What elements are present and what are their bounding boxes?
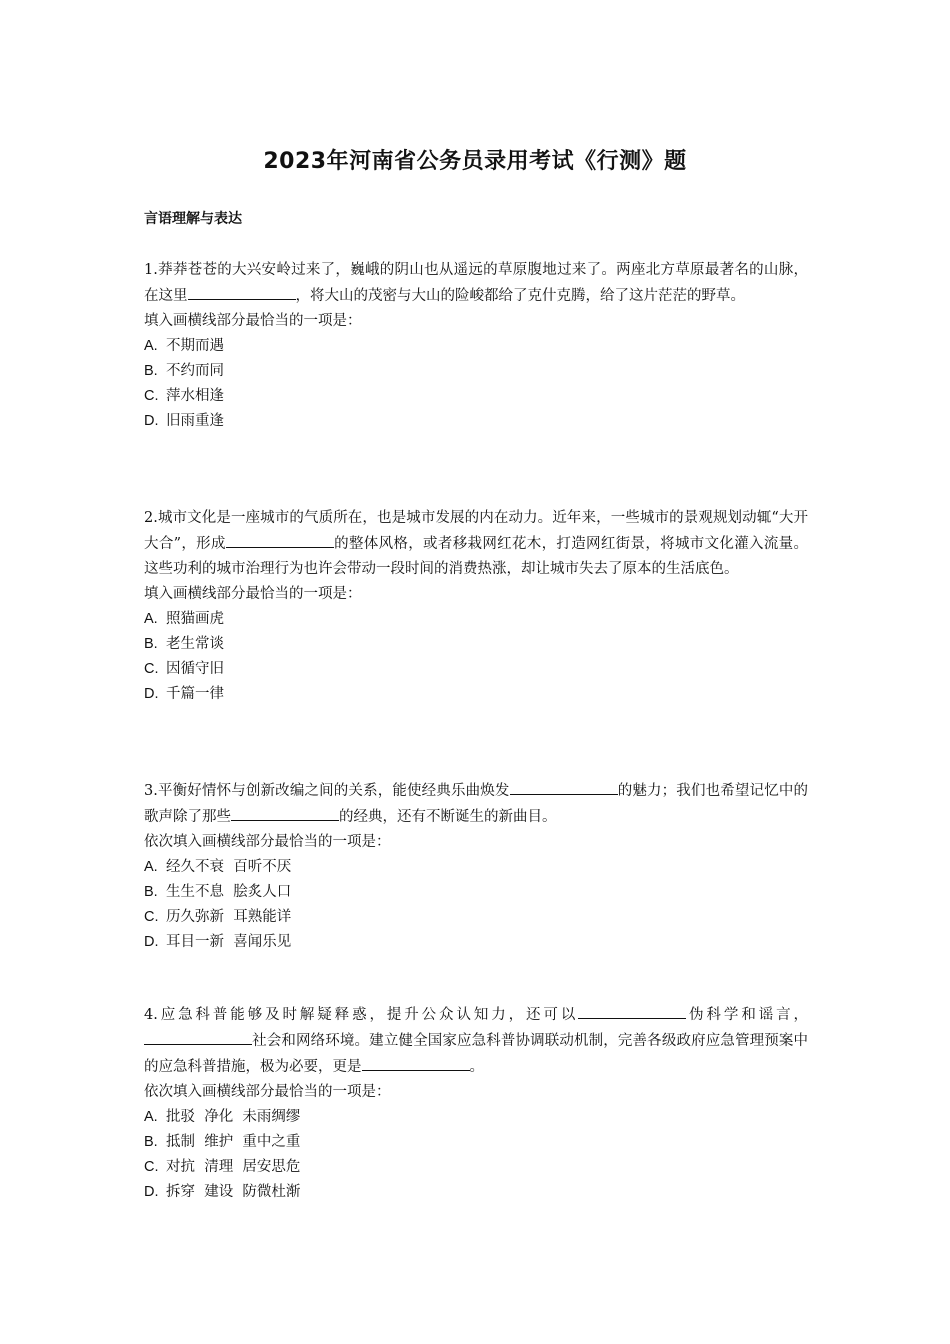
option-a: A. 照猫画虎 xyxy=(144,611,224,627)
question-stem: 2.城市文化是一座城市的气质所在，也是城市发展的内在动力。近年来，一些城市的景观规划动辄“大开大合”，形成 的整体风格，或者移栽网红花木，打造网红街景，将城市文化灌入流量。这些功利的城市治理行为也许会带动一段时间的消费热涨，却让城市失去了原本的生活底色。 xyxy=(144,510,808,577)
question-prompt: 依次填入画横线部分最恰当的一项是： xyxy=(144,834,391,850)
question-prompt: 填入画横线部分最恰当的一项是： xyxy=(144,313,362,329)
option-d: D. 耳目一新 喜闻乐见 xyxy=(144,934,292,950)
section-heading: 言语理解与表达 xyxy=(144,211,242,227)
answer-blank xyxy=(510,778,618,795)
answer-blank xyxy=(144,1028,252,1045)
page-title: 2023年河南省公务员录用考试《行测》题 xyxy=(263,149,687,174)
option-c: C. 萍水相逢 xyxy=(144,388,224,404)
question-stem: 3.平衡好情怀与创新改编之间的关系，能使经典乐曲焕发 的魅力；我们也希望记忆中的歌声除了那些 的经典，还有不断诞生的新曲目。 xyxy=(144,778,808,830)
option-a: A. 经久不衰 百听不厌 xyxy=(144,859,292,875)
option-b: B. 老生常谈 xyxy=(144,636,224,652)
option-c: C. 因循守旧 xyxy=(144,661,224,677)
option-d: D. 千篇一律 xyxy=(144,686,224,702)
option-b: B. 抵制 维护 重中之重 xyxy=(144,1134,301,1150)
question-prompt: 填入画横线部分最恰当的一项是： xyxy=(144,586,362,602)
question-4 xyxy=(144,1002,808,1205)
answer-blank xyxy=(578,1002,686,1019)
option-a: A. 不期而遇 xyxy=(144,338,224,354)
option-b: B. 不约而同 xyxy=(144,363,224,379)
answer-blank xyxy=(188,283,296,300)
answer-blank xyxy=(231,804,339,821)
question-prompt: 依次填入画横线部分最恰当的一项是： xyxy=(144,1084,391,1100)
question-1 xyxy=(144,258,808,434)
option-d: D. 旧雨重逢 xyxy=(144,413,224,429)
option-c: C. 对抗 清理 居安思危 xyxy=(144,1159,301,1175)
option-b: B. 生生不息 脍炙人口 xyxy=(144,884,292,900)
answer-blank xyxy=(226,531,334,548)
option-a: A. 批驳 净化 未雨绸缪 xyxy=(144,1109,301,1125)
question-3 xyxy=(144,778,808,955)
option-c: C. 历久弥新 耳熟能详 xyxy=(144,909,292,925)
answer-blank xyxy=(362,1054,470,1071)
question-stem: 1.莽莽苍苍的大兴安岭过来了，巍峨的阴山也从遥远的草原腹地过来了。两座北方草原最著名的山脉，在这里 ，将大山的茂密与大山的险峻都给了克什克腾，给了这片茫茫的野草。 xyxy=(144,262,808,304)
question-2 xyxy=(144,506,808,707)
option-d: D. 拆穿 建设 防微杜渐 xyxy=(144,1184,301,1200)
question-stem: 4.应急科普能够及时解疑释惑，提升公众认知力，还可以 伪科学和谣言，社会和网络环境。建立健全国家应急科普协调联动机制，完善各级政府应急管理预案中的应急科普措施，极为必要，更是 。 xyxy=(144,1002,808,1080)
